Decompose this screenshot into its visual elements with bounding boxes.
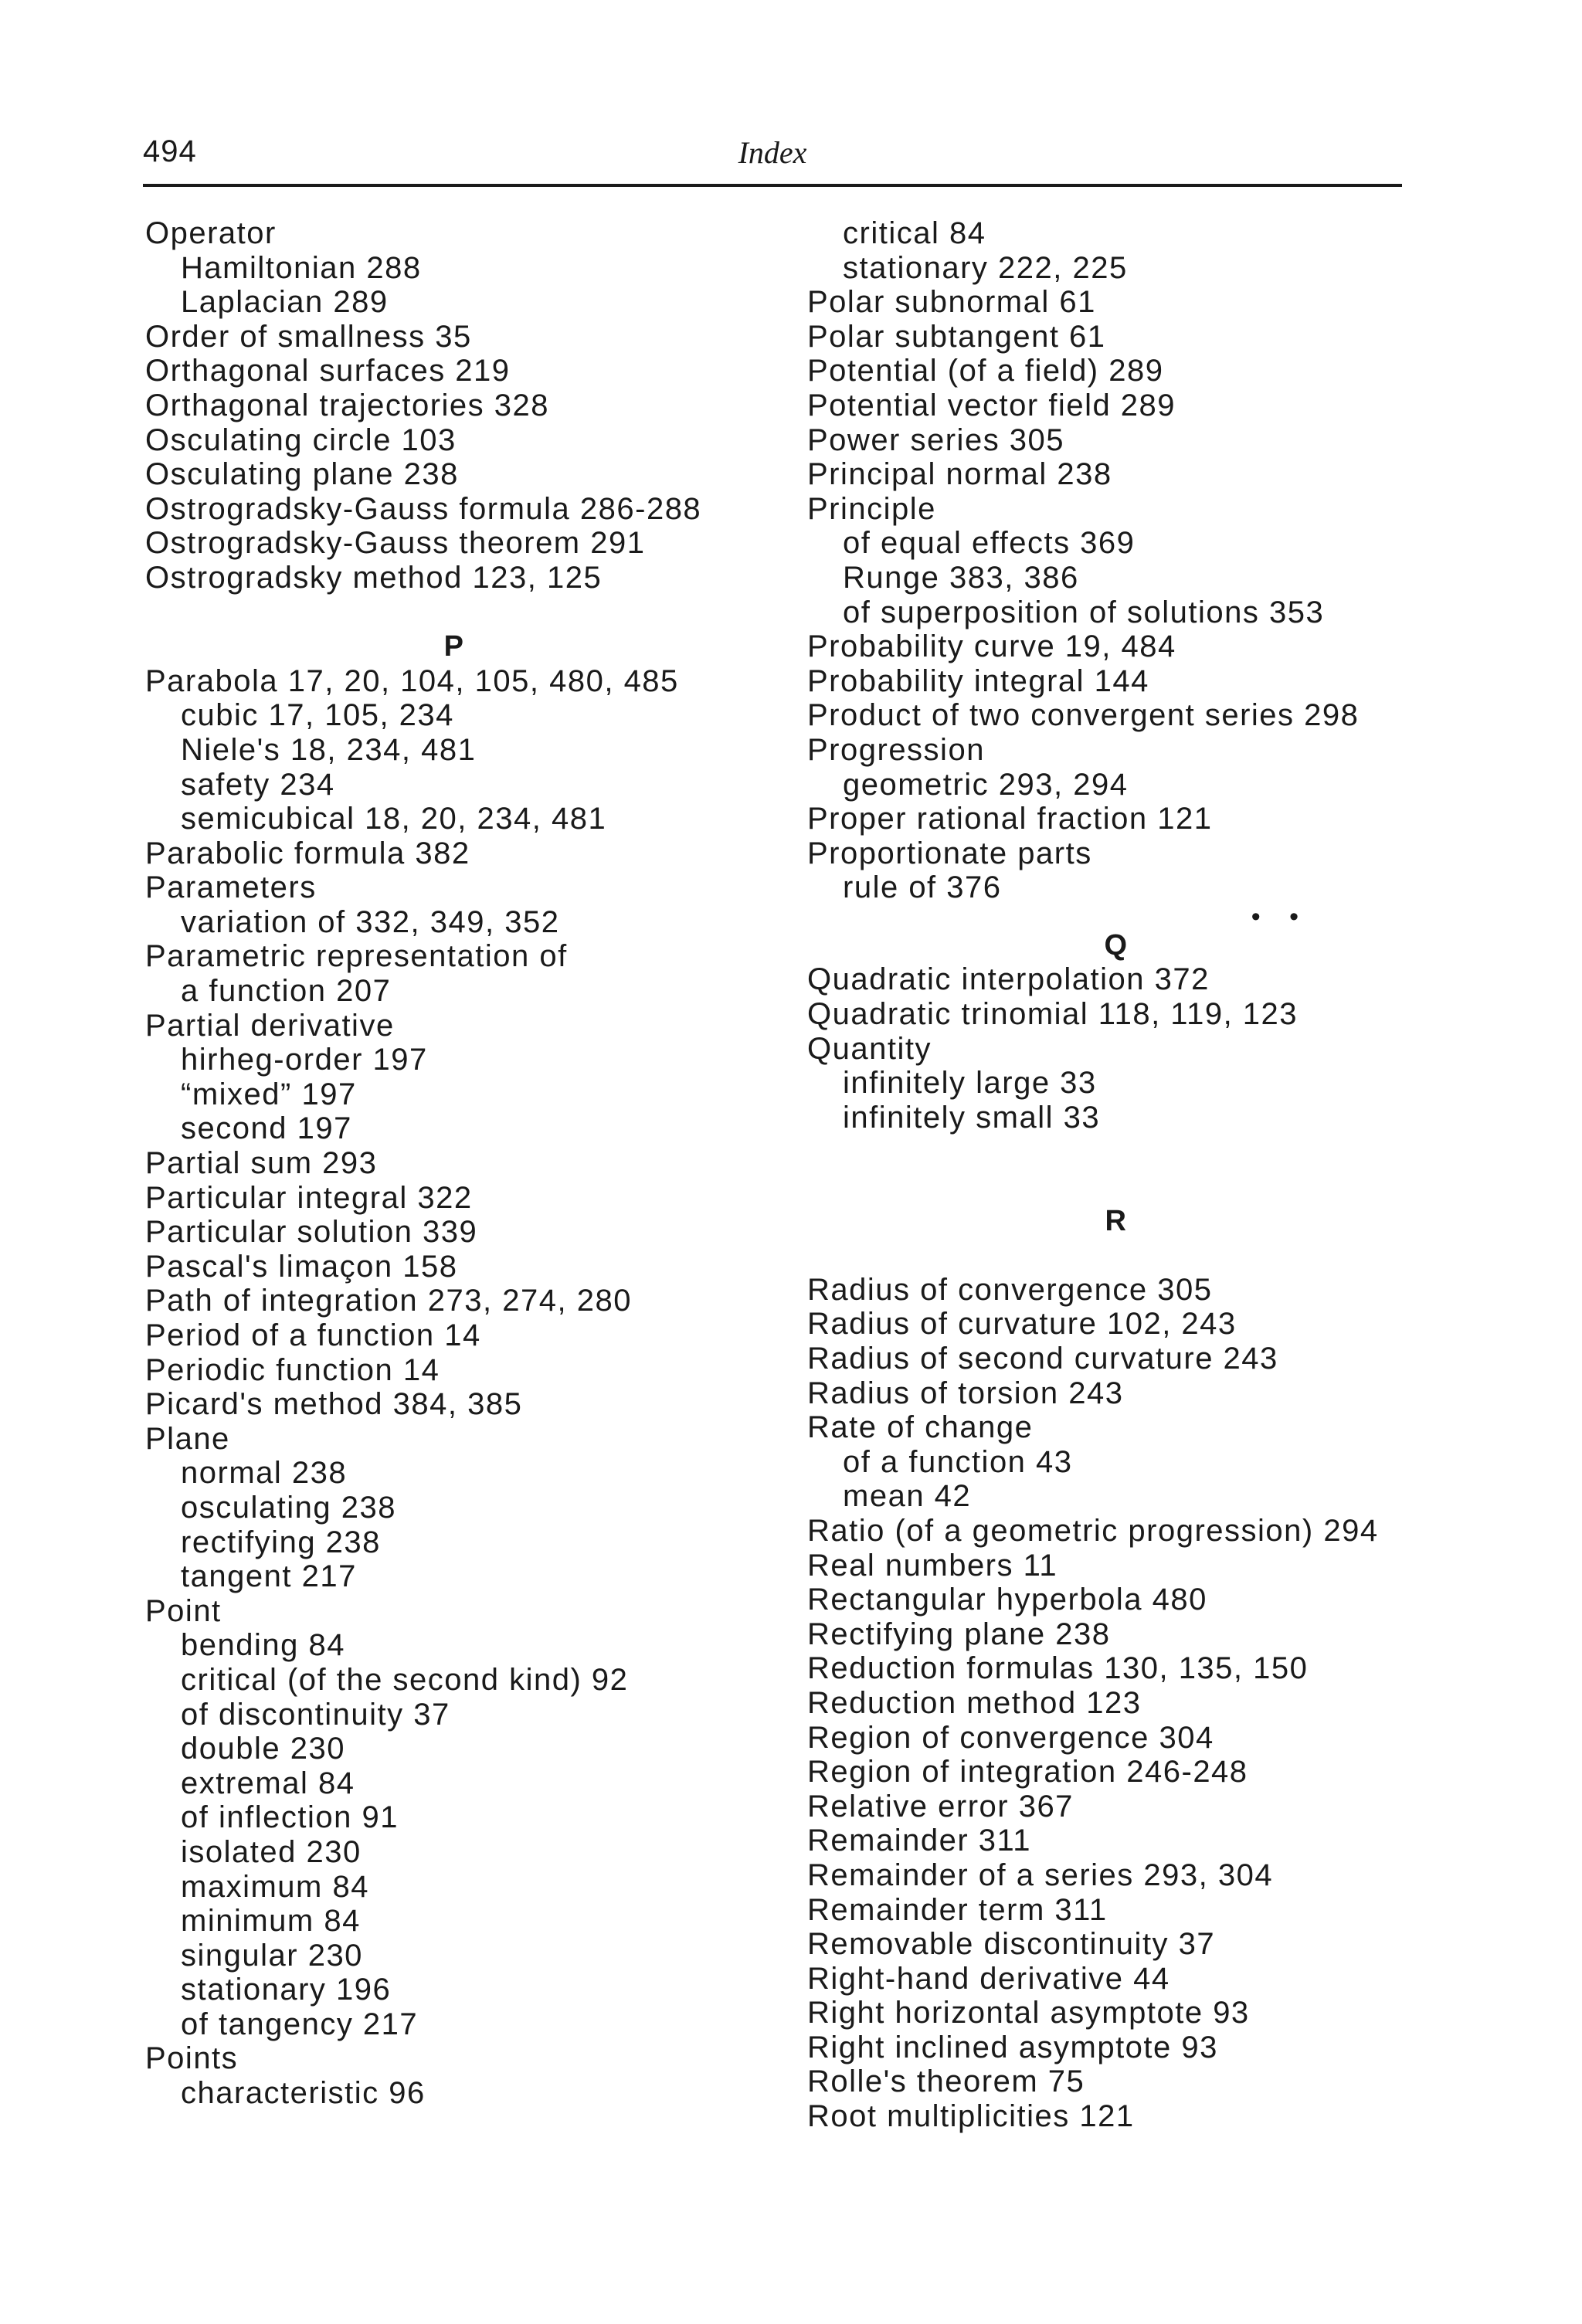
- index-entry: Rectifying plane 238: [807, 1617, 1111, 1651]
- index-column-left: [145, 216, 763, 2111]
- index-entry: Root multiplicities 121: [807, 2099, 1135, 2134]
- index-entry: Product of two convergent series 298: [807, 698, 1360, 733]
- index-subentry: extremal 84: [181, 1766, 355, 1800]
- index-entry: Progression: [807, 732, 985, 767]
- index-subentry: geometric 293, 294: [843, 767, 1129, 802]
- index-subentry: Niele's 18, 234, 481: [181, 732, 477, 767]
- index-subentry: mean 42: [843, 1479, 972, 1514]
- index-subentry: Laplacian 289: [181, 285, 389, 320]
- index-entry: Parameters: [145, 870, 317, 905]
- index-entry: Probability curve 19, 484: [807, 629, 1176, 664]
- page-number: 494: [143, 134, 197, 168]
- index-subentry: maximum 84: [181, 1869, 369, 1904]
- index-entry: Ostrogradsky method 123, 125: [145, 560, 603, 595]
- index-subentry: second 197: [181, 1111, 352, 1146]
- index-subentry: Hamiltonian 288: [181, 250, 422, 285]
- index-entry: Path of integration 273, 274, 280: [145, 1284, 632, 1318]
- index-subentry: osculating 238: [181, 1490, 396, 1525]
- index-entry: Ostrogradsky-Gauss theorem 291: [145, 526, 646, 561]
- index-entry: Pascal's limaçon 158: [145, 1249, 458, 1284]
- index-subentry: isolated 230: [181, 1834, 362, 1869]
- index-subentry: semicubical 18, 20, 234, 481: [181, 802, 607, 836]
- index-subentry: normal 238: [181, 1456, 348, 1491]
- index-entry: Radius of convergence 305: [807, 1272, 1213, 1307]
- index-entry: Principal normal 238: [807, 457, 1112, 492]
- index-subentry: of discontinuity 37: [181, 1697, 450, 1732]
- index-subentry: hirheg-order 197: [181, 1043, 428, 1077]
- index-entry: Osculating plane 238: [145, 457, 459, 492]
- index-subentry: stationary 222, 225: [843, 250, 1128, 285]
- index-entry: Order of smallness 35: [145, 319, 472, 354]
- running-head: Index: [738, 135, 807, 170]
- index-entry: Probability integral 144: [807, 663, 1149, 698]
- index-entry: Potential (of a field) 289: [807, 354, 1164, 388]
- index-entry: Right-hand derivative 44: [807, 1961, 1170, 1996]
- index-entry: Osculating circle 103: [145, 422, 457, 457]
- index-subentry: of tangency 217: [181, 2007, 419, 2041]
- index-subentry: of equal effects 369: [843, 526, 1136, 561]
- section-letter: R: [1105, 1204, 1128, 1237]
- index-entry: Partial sum 293: [145, 1146, 378, 1181]
- index-subentry: of superposition of solutions 353: [843, 595, 1325, 629]
- index-entry: Real numbers 11: [807, 1548, 1058, 1583]
- index-entry: Region of integration 246-248: [807, 1755, 1248, 1790]
- index-entry: Right inclined asymptote 93: [807, 2030, 1218, 2064]
- index-entry: Quadratic interpolation 372: [807, 962, 1210, 997]
- index-entry: Orthagonal surfaces 219: [145, 354, 511, 388]
- index-subentry: double 230: [181, 1732, 345, 1766]
- index-entry: Picard's method 384, 385: [145, 1387, 523, 1422]
- index-entry: Principle: [807, 491, 936, 526]
- index-subentry: rule of 376: [843, 870, 1002, 905]
- index-entry: Orthagonal trajectories 328: [145, 388, 549, 422]
- index-subentry: cubic 17, 105, 234: [181, 698, 454, 733]
- index-entry: Rate of change: [807, 1410, 1034, 1445]
- index-entry: Right horizontal asymptote 93: [807, 1996, 1250, 2031]
- index-subentry: “mixed” 197: [181, 1077, 357, 1111]
- spacer: [807, 1169, 1425, 1204]
- index-entry: Proper rational fraction 121: [807, 802, 1213, 836]
- index-entry: Rolle's theorem 75: [807, 2064, 1085, 2099]
- index-subentry: tangent 217: [181, 1559, 357, 1594]
- section-letter: Q: [1104, 928, 1129, 962]
- index-entry: Radius of curvature 102, 243: [807, 1307, 1237, 1342]
- index-entry: Relative error 367: [807, 1789, 1074, 1824]
- index-subentry: critical (of the second kind) 92: [181, 1662, 629, 1697]
- index-entry: Plane: [145, 1421, 230, 1456]
- index-entry: Quantity: [807, 1031, 932, 1066]
- index-entry: Particular integral 322: [145, 1180, 473, 1215]
- index-subentry: critical 84: [843, 216, 986, 250]
- index-subentry: minimum 84: [181, 1904, 361, 1939]
- ornament-dots: • •: [1251, 901, 1309, 931]
- index-subentry: characteristic 96: [181, 2076, 426, 2111]
- index-entry: Power series 305: [807, 422, 1065, 457]
- index-subentry: of a function 43: [843, 1444, 1073, 1479]
- index-subentry: safety 234: [181, 767, 335, 802]
- index-entry: Particular solution 339: [145, 1215, 478, 1250]
- index-subentry: rectifying 238: [181, 1525, 381, 1559]
- index-entry: Polar subtangent 61: [807, 319, 1106, 354]
- index-entry: Operator: [145, 216, 277, 250]
- index-entry: Ostrogradsky-Gauss formula 286-288: [145, 491, 702, 526]
- index-entry: Region of convergence 304: [807, 1720, 1214, 1755]
- index-entry: Parametric representation of: [145, 939, 568, 974]
- index-entry: Polar subnormal 61: [807, 285, 1096, 320]
- index-entry: Reduction method 123: [807, 1685, 1142, 1720]
- index-entry: Partial derivative: [145, 1008, 395, 1043]
- index-entry: Point: [145, 1593, 222, 1628]
- index-subentry: a function 207: [181, 974, 392, 1009]
- index-column-right: [807, 216, 1425, 2134]
- index-subentry: of inflection 91: [181, 1800, 399, 1835]
- page-header: [143, 130, 1402, 187]
- index-entry: Reduction formulas 130, 135, 150: [807, 1651, 1309, 1686]
- spacer: [807, 1238, 1425, 1273]
- index-subentry: bending 84: [181, 1628, 345, 1663]
- index-entry: Remainder 311: [807, 1824, 1032, 1858]
- section-letter: P: [443, 630, 465, 663]
- index-entry: Ratio (of a geometric progression) 294: [807, 1513, 1379, 1548]
- index-entry: Parabolic formula 382: [145, 836, 470, 870]
- index-subentry: infinitely small 33: [843, 1100, 1101, 1135]
- index-subentry: Runge 383, 386: [843, 560, 1079, 595]
- index-entry: Remainder of a series 293, 304: [807, 1858, 1274, 1892]
- index-entry: Removable discontinuity 37: [807, 1927, 1216, 1962]
- index-subentry: infinitely large 33: [843, 1066, 1097, 1101]
- index-entry: Points: [145, 2041, 239, 2076]
- index-entry: Radius of second curvature 243: [807, 1342, 1278, 1376]
- index-subentry: singular 230: [181, 1938, 363, 1973]
- index-entry: Radius of torsion 243: [807, 1376, 1124, 1410]
- index-subentry: stationary 196: [181, 1973, 392, 2007]
- index-entry: Period of a function 14: [145, 1318, 481, 1352]
- index-entry: Parabola 17, 20, 104, 105, 480, 485: [145, 663, 679, 698]
- index-entry: Potential vector field 289: [807, 388, 1176, 422]
- index-entry: Rectangular hyperbola 480: [807, 1583, 1207, 1617]
- index-entry: Proportionate parts: [807, 836, 1092, 870]
- index-entry: Quadratic trinomial 118, 119, 123: [807, 997, 1299, 1032]
- spacer: [807, 1135, 1425, 1169]
- index-entry: Remainder term 311: [807, 1892, 1108, 1927]
- spacer: [145, 595, 763, 630]
- index-entry: Periodic function 14: [145, 1352, 440, 1387]
- index-subentry: variation of 332, 349, 352: [181, 904, 560, 939]
